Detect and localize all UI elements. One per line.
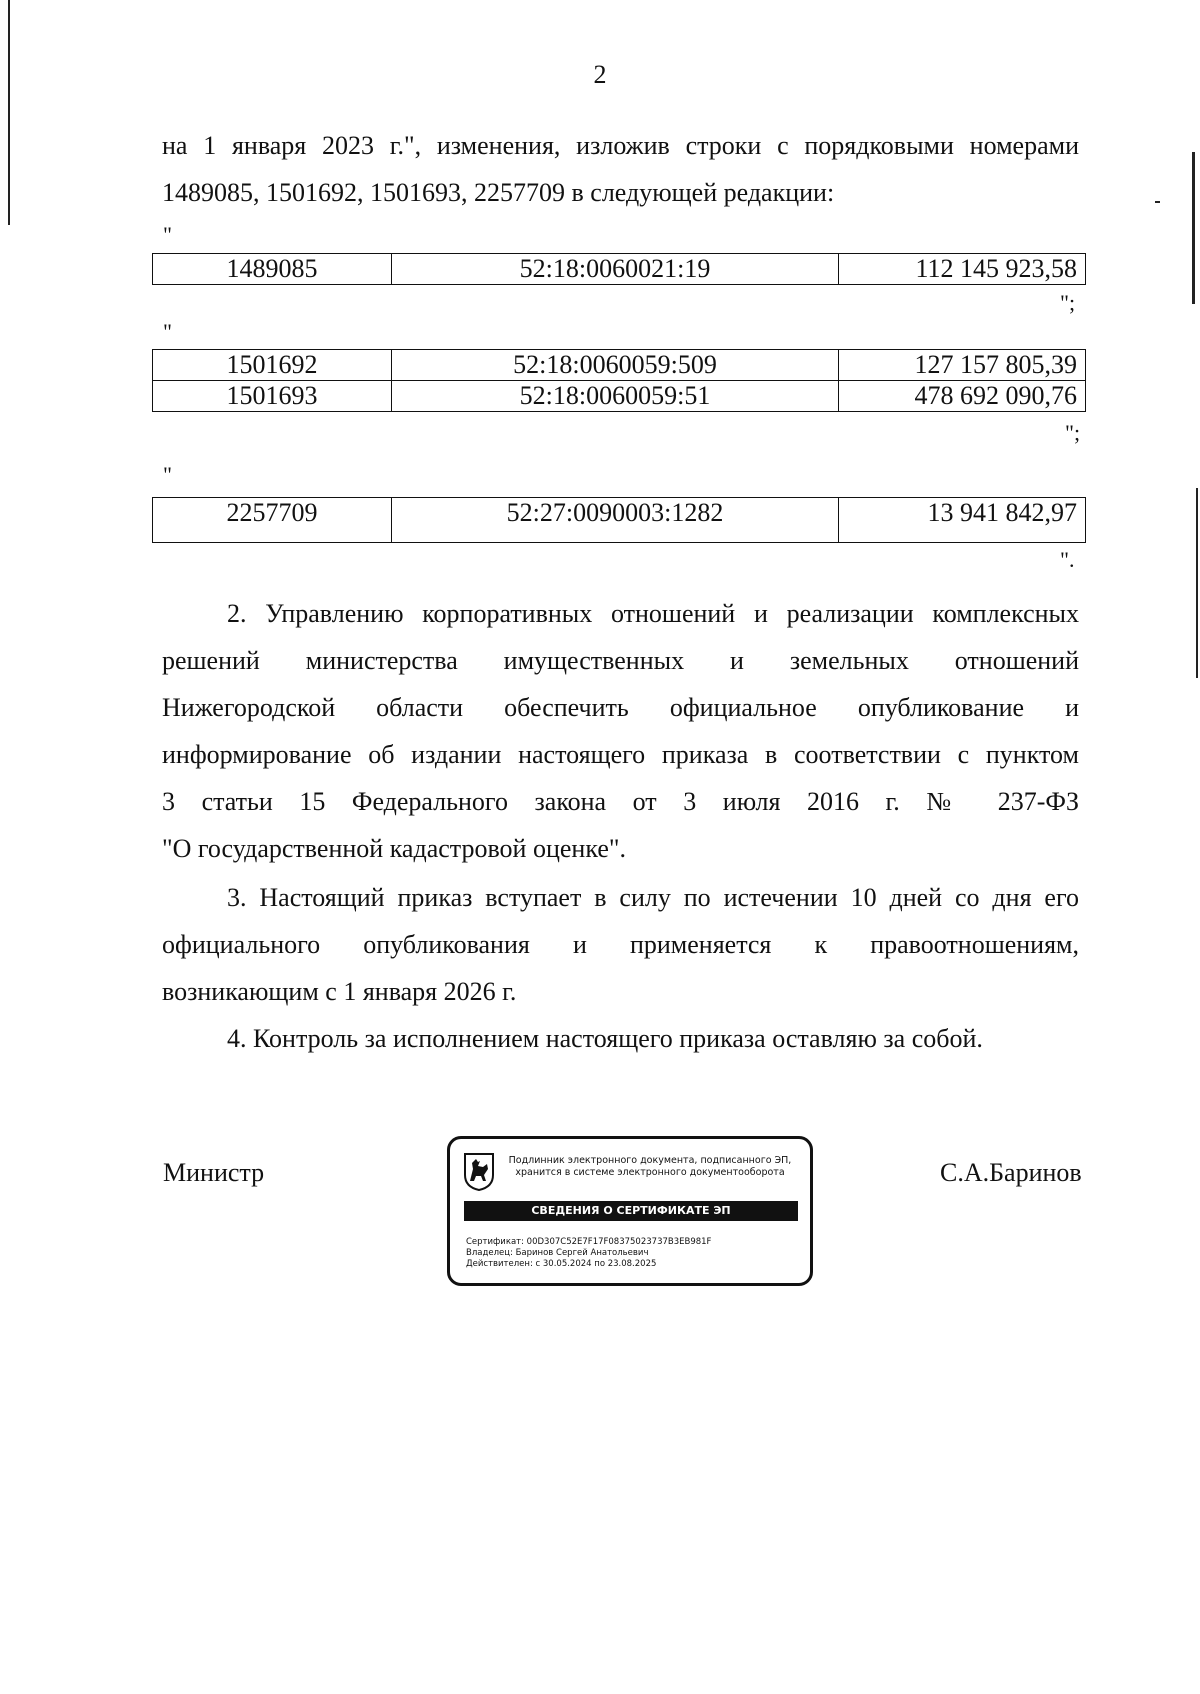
scan-edge-line-right-1	[1192, 152, 1195, 304]
cadastral-number-cell: 52:18:0060059:509	[392, 350, 839, 381]
paragraph-3	[162, 874, 1079, 1015]
paragraph-4	[162, 1015, 1079, 1062]
cadastral-table-1	[152, 253, 1086, 285]
table-row	[153, 381, 1086, 412]
stamp-header	[500, 1155, 800, 1179]
row-number-cell: 1501693	[153, 381, 392, 412]
stamp-header-line-2: хранится в системе электронного документооборота	[515, 1167, 785, 1178]
stamp-title: СВЕДЕНИЯ О СЕРТИФИКАТЕ ЭП	[464, 1201, 798, 1221]
paragraph-line: 4. Контроль за исполнением настоящего приказа оставляю за собой.	[227, 1024, 983, 1053]
paragraph-line: 3. Настоящий приказ вступает в силу по истечении 10 дней со дня его	[227, 883, 1079, 912]
intro-paragraph	[162, 122, 1079, 216]
cadastral-number-cell: 52:27:0090003:1282	[392, 498, 839, 543]
signer-name: С.А.Баринов	[940, 1158, 1082, 1187]
quote-open-3: "	[163, 462, 172, 487]
paragraph-2	[162, 590, 1079, 872]
signer-position: Министр	[163, 1158, 265, 1187]
cadastral-value-cell: 127 157 805,39	[839, 350, 1086, 381]
table-row	[153, 498, 1086, 543]
paragraph-line: решений министерства имущественных и земельных отношений	[162, 646, 1079, 675]
stamp-certificate: Сертификат: 00D307C52E7F17F08375023737B3EB981F	[466, 1237, 712, 1247]
row-number-cell: 1489085	[153, 254, 392, 285]
paragraph-line: информирование об издании настоящего приказа в соответствии с пунктом	[162, 740, 1079, 769]
cadastral-number-cell: 52:18:0060021:19	[392, 254, 839, 285]
quote-open-1: "	[163, 222, 172, 247]
scan-edge-line-right-2	[1196, 488, 1198, 678]
quote-close-3: ".	[1060, 547, 1075, 572]
paragraph-line: 2. Управлению корпоративных отношений и реализации комплексных	[227, 599, 1079, 628]
cadastral-value-cell: 112 145 923,58	[839, 254, 1086, 285]
electronic-signature-stamp	[447, 1136, 813, 1286]
stamp-owner: Владелец: Баринов Сергей Анатольевич	[466, 1248, 649, 1258]
quote-open-2: "	[163, 319, 172, 344]
cadastral-table-2	[152, 349, 1086, 412]
cadastral-table-3	[152, 497, 1086, 543]
row-number-cell: 1501692	[153, 350, 392, 381]
paragraph-line: возникающим с 1 января 2026 г.	[162, 977, 517, 1006]
stamp-validity: Действителен: с 30.05.2024 по 23.08.2025	[466, 1259, 657, 1269]
quote-close-2: ";	[1065, 420, 1081, 445]
table-row	[153, 350, 1086, 381]
scan-speck	[1155, 201, 1160, 203]
cadastral-number-cell: 52:18:0060059:51	[392, 381, 839, 412]
table-row	[153, 254, 1086, 285]
quote-close-1: ";	[1060, 290, 1076, 315]
stamp-header-line-1: Подлинник электронного документа, подписанного ЭП,	[508, 1155, 792, 1166]
paragraph-line: официального опубликования и применяется к правоотношениям,	[162, 930, 1079, 959]
stamp-info	[466, 1237, 806, 1270]
intro-line-1: на 1 января 2023 г.", изменения, изложив строки с порядковыми номерами	[162, 131, 1079, 160]
row-number-cell: 2257709	[153, 498, 392, 543]
coat-of-arms-icon	[464, 1153, 494, 1191]
paragraph-line: 3 статьи 15 Федерального закона от 3 июля 2016 г. № 237-ФЗ	[162, 787, 1079, 816]
paragraph-line: "О государственной кадастровой оценке".	[162, 834, 626, 863]
cadastral-value-cell: 478 692 090,76	[839, 381, 1086, 412]
scan-edge-line-left	[8, 0, 10, 225]
intro-line-2: 1489085, 1501692, 1501693, 2257709 в следующей редакции:	[162, 178, 835, 207]
paragraph-line: Нижегородской области обеспечить официальное опубликование и	[162, 693, 1079, 722]
page-number: 2	[593, 60, 607, 89]
cadastral-value-cell: 13 941 842,97	[839, 498, 1086, 543]
